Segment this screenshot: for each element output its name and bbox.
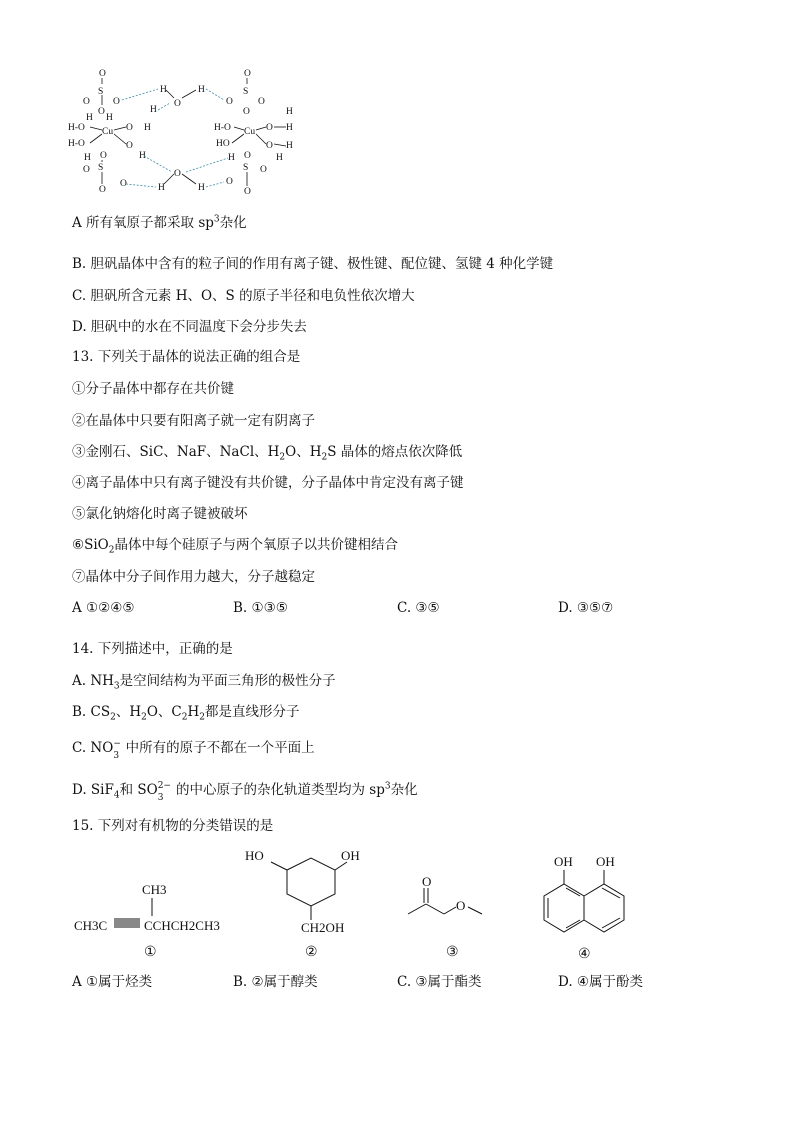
molecule-1-figure (70, 872, 240, 964)
atom-o: O (244, 69, 251, 79)
atom-s: S (243, 163, 249, 173)
atom-o: O (126, 123, 133, 133)
q15-option-a: A ①属于烃类 (72, 974, 153, 990)
molecule-1-number: ① (144, 945, 157, 960)
atom-h: H (84, 153, 91, 163)
copper-sulfate-structure-figure (66, 64, 306, 199)
molecule-2-number: ② (305, 945, 318, 960)
svg-text:CH3 (142, 882, 167, 897)
atom-s: S (98, 87, 104, 97)
atom-h: H (286, 123, 293, 133)
atom-o: O (226, 97, 233, 107)
hydroxymethyl-label: CH2OH (301, 920, 345, 935)
q12-option-d: D. 胆矾中的水在不同温度下会分步失去 (72, 319, 307, 335)
molecule-4-number: ④ (578, 947, 591, 962)
atom-o: O (99, 185, 106, 195)
atom-o: O (226, 177, 233, 187)
hydroxyl-2: OH (596, 854, 615, 869)
atom-o: O (260, 165, 267, 175)
atom-cu: Cu (102, 127, 114, 137)
q12-option-b: B. 胆矾晶体中含有的粒子间的作用有离子键、极性键、配位键、氢键 4 种化学键 (72, 256, 554, 272)
q13-statement-4: ④离子晶体中只有离子键没有共价键，分子晶体中肯定没有离子键 (72, 475, 464, 491)
atom-h: H (139, 151, 146, 161)
atom-o: O (100, 151, 107, 161)
q13-stem: 13. 下列关于晶体的说法正确的组合是 (72, 349, 301, 365)
molecule-2-figure (243, 842, 383, 964)
atom-o: O (258, 97, 265, 107)
q13-option-b: B. ①③⑤ (233, 600, 288, 616)
atom-h: H (106, 113, 113, 123)
atom-h: H (198, 85, 205, 95)
atom-h: H (158, 183, 165, 193)
methyl-label: CH3 (142, 882, 167, 897)
atom-s: S (243, 87, 249, 97)
atom-h: H (86, 113, 93, 123)
molecule-4-figure (538, 848, 634, 964)
atom-o: O (83, 165, 90, 175)
atom-h: H (150, 105, 157, 115)
q14-option-a: A. $NH_3$是空间结构为平面三角形的极性分子 (72, 673, 336, 692)
atom-o: O (113, 97, 120, 107)
q13-statement-7: ⑦晶体中分子间作用力越大，分子越稳定 (72, 569, 315, 585)
q13-option-a: A ①②④⑤ (72, 600, 135, 616)
atom-ho: H-O (214, 123, 231, 133)
q14-option-b: B. $CS_2$、$H_2O$、$C_2H_2$都是直线形分子 (72, 704, 300, 723)
atom-o: O (266, 141, 273, 151)
q15-option-b: B. ②属于醇类 (233, 974, 318, 990)
atom-h: H (228, 153, 235, 163)
q13-statement-5: ⑤氯化钠熔化时离子键被破坏 (72, 506, 248, 522)
hydroxyl-right: OH (341, 848, 360, 863)
q15-stem: 15. 下列对有机物的分类错误的是 (72, 818, 274, 834)
atom-h: H (198, 183, 205, 193)
atom-h: H (286, 107, 293, 117)
atom-o: O (83, 97, 90, 107)
q13-option-c: C. ③⑤ (397, 600, 440, 616)
atom-o: O (244, 187, 251, 197)
q15-option-c: C. ③属于酯类 (397, 974, 482, 990)
atom-cu: Cu (244, 127, 256, 137)
atom-o: O (243, 107, 250, 117)
atom-o: O (126, 141, 133, 151)
atom-h: H (160, 85, 167, 95)
q14-option-c: C. NO − 3 中所有的原子不都在一个平面上 (72, 739, 315, 761)
atom-s: S (98, 163, 104, 173)
carbonyl-oxygen: O (422, 874, 432, 889)
molecule-3-figure (400, 872, 500, 964)
q14-stem: 14. 下列描述中，正确的是 (72, 641, 233, 657)
atom-o: O (266, 123, 273, 133)
q13-statement-3: ③金刚石、SiC、NaF、NaCl、$H_2O$、$H_2S$ 晶体的熔点依次降低 (72, 444, 463, 463)
ether-oxygen: O (456, 898, 466, 913)
molecule-1-left: CH3C (74, 918, 108, 933)
molecule-3-number: ③ (446, 945, 459, 960)
atom-ho: H-O (68, 123, 85, 133)
atom-h: H (276, 153, 283, 163)
atom-h: H (286, 141, 293, 151)
atom-o: O (174, 99, 181, 109)
hydroxyl-1: OH (554, 854, 573, 869)
q12-option-c: C. 胆矾所含元素 H、O、S 的原子半径和电负性依次增大 (72, 288, 415, 304)
q12-option-a: A 所有氧原子都采取 $sp^3$杂化 (72, 214, 247, 231)
q13-statement-2: ②在晶体中只要有阳离子就一定有阴离子 (72, 413, 315, 429)
q13-statement-1: ①分子晶体中都存在共价键 (72, 381, 234, 397)
q13-option-d: D. ③⑤⑦ (558, 600, 614, 616)
q14-option-d: D. SiF$_4$和 SO 2− 3 的中心原子的杂化轨道类型均为 $sp^3$杂化 (72, 781, 418, 803)
hydroxyl-left: HO (245, 848, 264, 863)
atom-ho: HO (216, 139, 230, 149)
atom-o: O (174, 169, 181, 179)
q13-statement-6: ⑥SiO$_2$晶体中每个硅原子与两个氧原子以共价键相结合 (72, 537, 398, 556)
atom-h: H (144, 123, 151, 133)
atom-ho: H-O (68, 139, 85, 149)
molecule-1-right: CCHCH2CH3 (144, 918, 220, 933)
q15-option-d: D. ④属于酚类 (558, 974, 644, 990)
atom-o: O (120, 179, 127, 189)
atom-o: O (244, 151, 251, 161)
atom-o: O (99, 69, 106, 79)
atom-o: O (98, 107, 105, 117)
